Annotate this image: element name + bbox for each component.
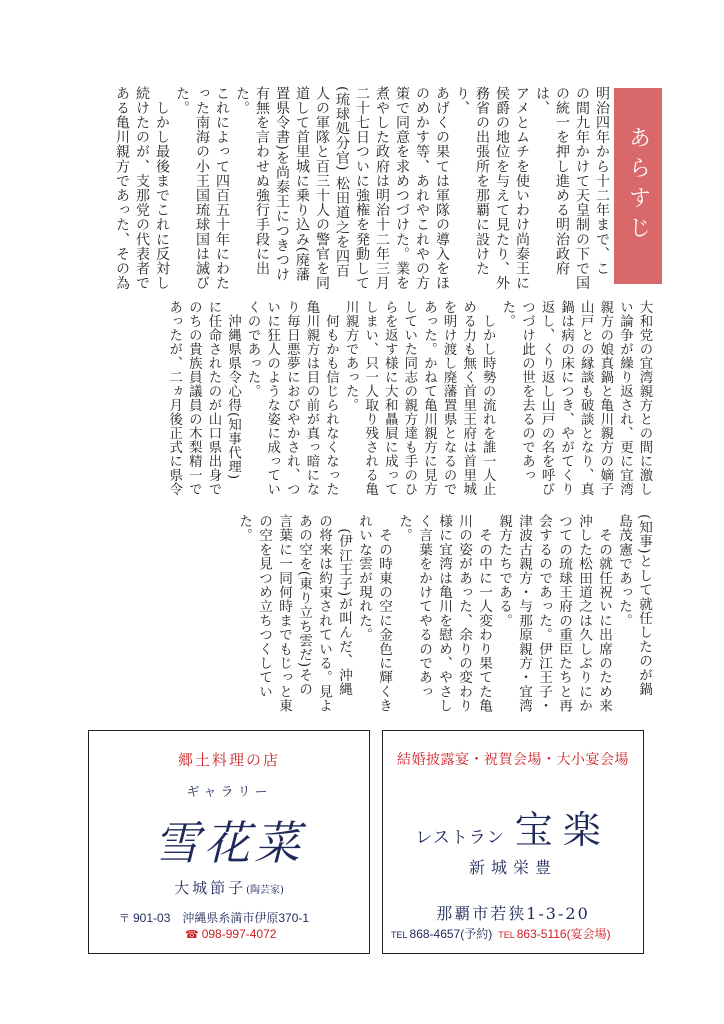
ad-restaurant bbox=[382, 730, 644, 954]
ad-restaurant-tel-banquet bbox=[498, 927, 610, 941]
synopsis-title: あらすじ bbox=[625, 126, 651, 246]
tel-label: TEL bbox=[391, 930, 408, 940]
tel-reservation-note: (予約) bbox=[460, 927, 493, 941]
ad-restaurant-kind: レストラン bbox=[415, 828, 505, 847]
ad-gallery-owner-name: 大城節子 bbox=[174, 879, 247, 897]
ad-gallery-phone-number: 098-997-4072 bbox=[201, 927, 277, 941]
tel-banquet-note: (宴会場) bbox=[566, 927, 611, 941]
synopsis-paragraph-middle: 大和党の宜湾親方との間に激し い論争が繰り返され、更に宜湾 親方の娘真鍋と亀川親方の嫡子 山戸との縁談も破談となり、真 鍋は病の床につき、やがてくり 返し、くり返し山戸の名を呼び つづけ此の世を去るのであった。 しかし時勢の流れを誰一人止 める力も無く首里王府は首里城 を明け渡し廃藩置県となるので あった。かねて亀川親方に見方 していた同志の親方達も手のひ らを返す様に大和贔屓に成って しまい、只一人取り残される亀 川親方であった。 何もかも信じられなくなった 亀川親方は目の前が真っ暗にな り毎日悪夢におびやかされ、つ いに狂人のような姿に成ってい くのであった。 沖縄県県令心得(知事代理) に任命されたのが山口県出身で のちの貴族員議員の木梨精一で あったが、二ヵ月後正式に県令 bbox=[166, 300, 652, 496]
tel-reservation-number: 868-4657 bbox=[409, 927, 461, 941]
postal-mark-icon: 〒 bbox=[119, 913, 130, 925]
ad-restaurant-tel-reservation bbox=[391, 927, 492, 941]
ad-gallery bbox=[88, 730, 370, 954]
ad-restaurant-name: 宝楽 bbox=[514, 808, 611, 852]
ad-gallery-address bbox=[119, 909, 309, 926]
ad-restaurant-owner: 新城栄豊 bbox=[468, 858, 557, 877]
tel-banquet-number: 863-5116 bbox=[516, 927, 567, 941]
ad-gallery-phone bbox=[185, 927, 276, 941]
synopsis-title-box bbox=[614, 88, 662, 284]
ad-gallery-heading: 郷土料理の店 bbox=[177, 751, 280, 769]
ad-gallery-kana: ギャラリー bbox=[186, 785, 272, 800]
tel-label: TEL bbox=[498, 930, 515, 940]
ad-restaurant-brand bbox=[383, 799, 643, 854]
ad-restaurant-address: 那覇市若狭1-3-20 bbox=[436, 904, 590, 923]
ad-gallery-logo: 雪花菜 bbox=[154, 816, 304, 870]
ad-gallery-address-text: 901-03 沖縄県糸満市伊原370-1 bbox=[133, 911, 310, 925]
synopsis-paragraph-left: (知事)として就任したのが鍋 島茂憲であった。 その就任祝いに出席のため来 沖した松田道之は久しぶりにか つての琉球王府の重臣たちと再 会するのであった。伊江王子・ 津波古親方・与那原親方・宜湾 親方たちである。 その中に一人変わり果てた亀 川の姿があった、余りの変わり 様に宜湾は亀川を慰め、やさし く言葉をかけてやるのであった。 その時東の空に金色に輝くき れいな雲が現れた。 (伊江王子)が叫んだ、沖縄 の将来は約束されている。見よ あの空を(東り立ち雲だ)その 言葉に一同何時までもじっと東 の空を見つめ立ちつくしていた。 bbox=[236, 514, 652, 713]
ad-restaurant-heading: 結婚披露宴・祝賀会場・大小宴会場 bbox=[397, 751, 629, 767]
phone-icon: ☎ bbox=[185, 929, 199, 941]
synopsis-paragraph-right: 明治四年から十二年まで、こ の間九年かけて天皇制の下で国 の統一を押し進める明治政府は、 アメとムチを使いわけ尚泰王に 侯爵の地位を与えて見たり、外 務省の出張所を那覇に設けたり、 あげくの果ては軍隊の導入をほ のめかす等、あれやこれやの方 策で同意を求めつづけた。業を 煮やした政府は明治十二年三月 二十七日ついに強権を発動して (琉球処分官) 松田道之を四百 人の軍隊と百三十人の警官を同 道して首里城に乗り込み(廃藩 置県令書)を尚泰王につきつけ 有無を言わせぬ強行手段に出た。 これによって四百五十年にわた った南海の小王国琉球国は滅びた。 しかし最後までこれに反対し 続けたのが、支那党の代表者で ある亀川親方であった、その為 bbox=[114, 86, 610, 291]
ad-restaurant-phones bbox=[391, 925, 611, 942]
ad-gallery-owner-note: (陶芸家) bbox=[246, 885, 284, 896]
ad-gallery-owner bbox=[89, 877, 369, 898]
